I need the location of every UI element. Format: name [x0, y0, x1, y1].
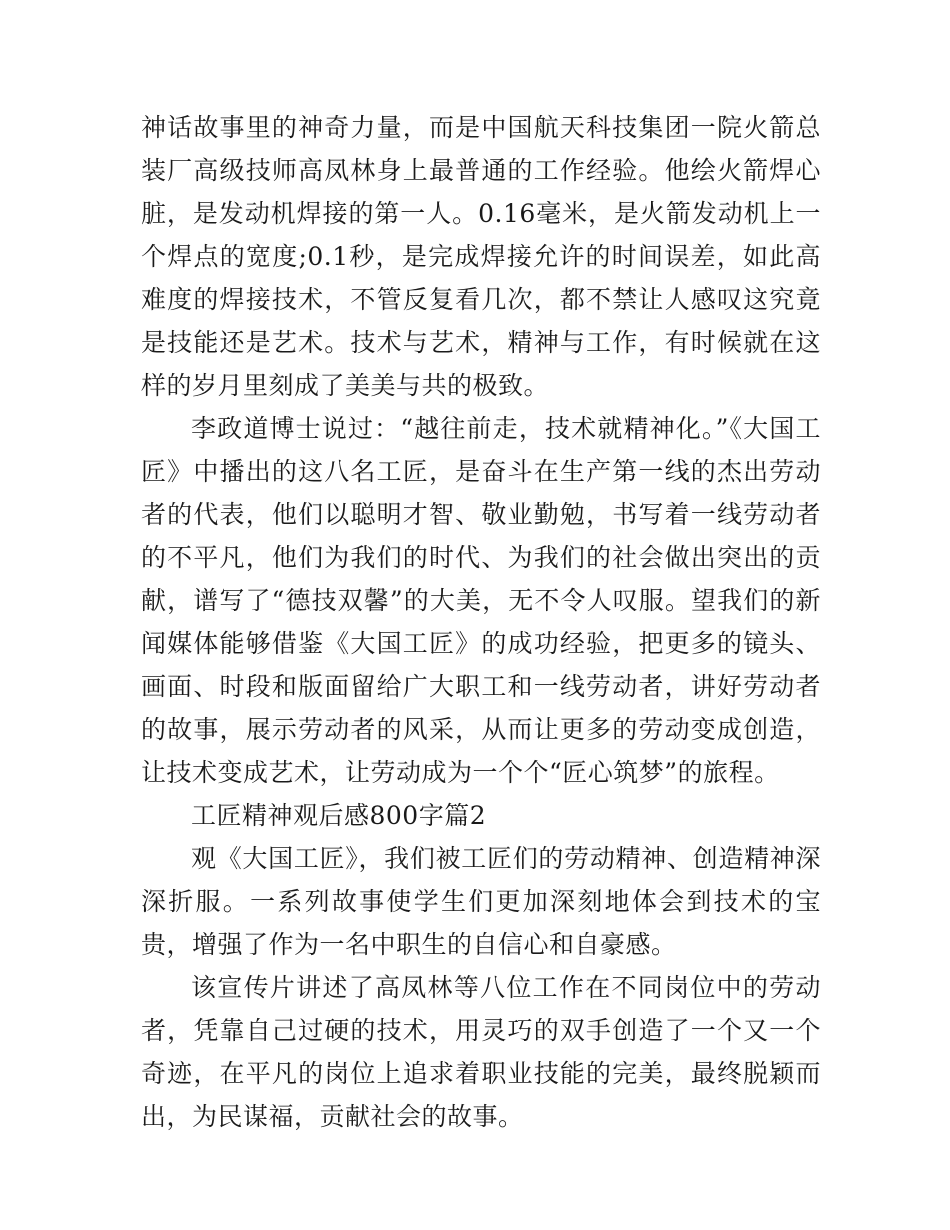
paragraph-li-zhengdao-quote: 李政道博士说过：“越往前走，技术就精神化。”《大国工匠》中播出的这八名工匠，是奋斗在生产第一线的杰出劳动者的代表，他们以聪明才智、敬业勤勉，书写着一线劳动者的不平凡，他们为我们的时代、为我们的社会做出突出的贡献，谱写了“德技双馨”的大美，无不令人叹服。望我们的新闻媒体能够借鉴《大国工匠》的成功经验，把更多的镜头、画面、时段和版面留给广大职工和一线劳动者，讲好劳动者的故事，展示劳动者的风采，从而让更多的劳动变成创造，让技术变成艺术，让劳动成为一个个“匠心筑梦”的旅程。: [141, 414, 821, 787]
paragraph-watching-intro: 观《大国工匠》，我们被工匠们的劳动精神、创造精神深深折服。一系列故事使学生们更加深刻地体会到技术的宝贵，增强了作为一名中职生的自信心和自豪感。: [141, 844, 821, 959]
section-heading: 工匠精神观后感800字篇2: [191, 801, 487, 830]
paragraph-film-summary: 该宣传片讲述了高凤林等八位工作在不同岗位中的劳动者，凭靠自己过硬的技术，用灵巧的双手创造了一个又一个奇迹，在平凡的岗位上追求着职业技能的完美，最终脱颖而出，为民谋福，贡献社会的故事。: [141, 973, 821, 1131]
document-body: [141, 106, 821, 1138]
paragraph-continuation: 神话故事里的神奇力量，而是中国航天科技集团一院火箭总装厂高级技师高凤林身上最普通的工作经验。他绘火箭焊心脏，是发动机焊接的第一人。0.16毫米，是火箭发动机上一个焊点的宽度;0.1秒，是完成焊接允许的时间误差，如此高难度的焊接技术，不管反复看几次，都不禁让人感叹这究竟是技能还是艺术。技术与艺术，精神与工作，有时候就在这样的岁月里刻成了美美与共的极致。: [141, 113, 821, 400]
